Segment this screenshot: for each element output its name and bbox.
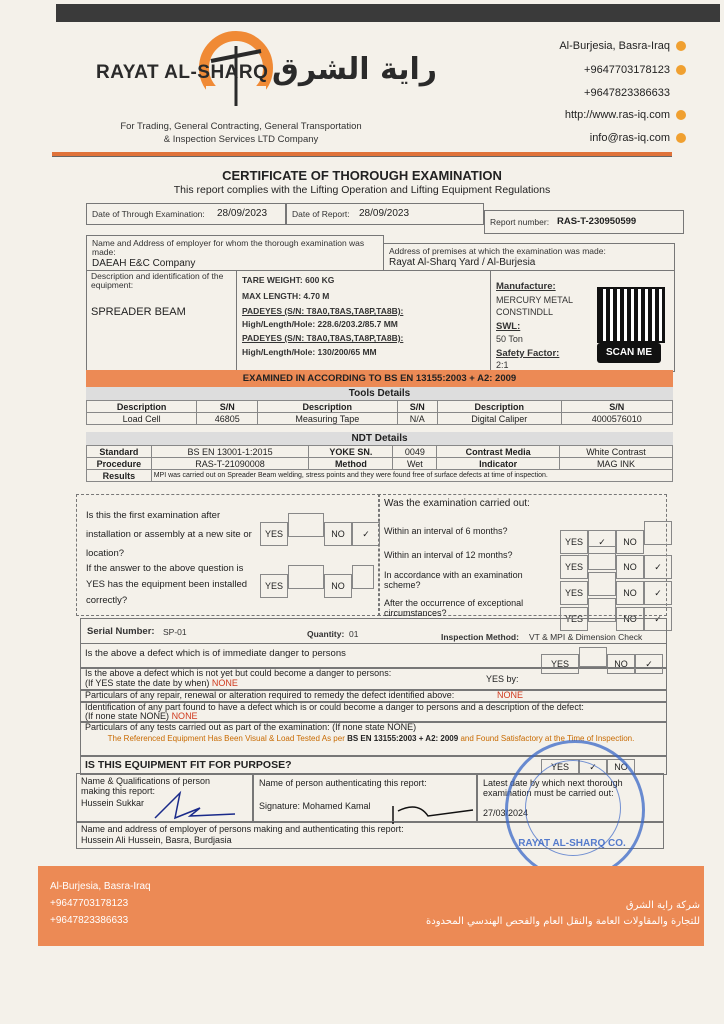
q1-yes-tick-box[interactable]	[288, 513, 324, 537]
q2-yes-tick-box[interactable]	[288, 565, 324, 589]
logo-title-ar: راية الشرق	[272, 52, 438, 87]
tests-text: Particulars of any tests carried out as part of the examination: (If none state NONE)	[85, 722, 417, 732]
ndt-row	[87, 446, 673, 458]
qr-code-icon[interactable]	[597, 287, 665, 343]
question-installed: If the answer to the above question is YES has the equipment been installed correctly?	[86, 563, 248, 606]
qualifications-value: Hussein Sukkar	[81, 798, 145, 808]
tools-cell: Measuring Tape	[258, 413, 397, 425]
c3-no-tick[interactable]: ✓	[644, 581, 672, 605]
fit-question: IS THIS EQUIPMENT FIT FOR PURPOSE?	[85, 759, 292, 771]
report-number-box	[484, 210, 684, 234]
fit-yes-tick[interactable]: ✓	[579, 759, 607, 775]
danger1-yes[interactable]: YES	[541, 654, 579, 674]
date-report-box	[286, 203, 484, 225]
q1-no-tick[interactable]: ✓	[352, 522, 380, 546]
tools-cell: 46805	[197, 413, 258, 425]
header-top-bar	[56, 4, 720, 22]
ident-note: (If none state NONE)	[85, 711, 170, 721]
carried-scheme: In accordance with an examination scheme?	[384, 570, 523, 590]
certificate-title: CERTIFICATE OF THOROUGH EXAMINATION	[222, 168, 502, 183]
header-phone1	[584, 64, 686, 76]
mail-icon	[676, 133, 686, 143]
footer-ar-line1: شركة راية الشرق	[625, 900, 700, 911]
ident-row	[80, 701, 667, 723]
danger1-no-tick[interactable]: ✓	[635, 654, 663, 674]
ndt-label: Indicator	[437, 458, 560, 470]
date-exam-label: Date of Through Examination:	[92, 209, 205, 219]
employer-label: Name and Address of employer for whom the thorough examination was made:	[92, 238, 365, 257]
header-website	[565, 109, 686, 121]
q1-yes-box[interactable]: YES	[260, 522, 288, 546]
carried-12-months: Within an interval of 12 months?	[384, 550, 513, 560]
footer-address: Al-Burjesia, Basra-Iraq	[50, 881, 151, 892]
c3-no[interactable]: NO	[616, 581, 644, 605]
tools-cell: N/A	[397, 413, 438, 425]
tools-header-row	[87, 401, 673, 413]
phone-icon	[676, 65, 686, 75]
qualifications-label: Name & Qualifications of person making this report:	[81, 776, 211, 796]
tools-cell: Load Cell	[87, 413, 197, 425]
tools-header: S/N	[561, 401, 672, 413]
header-email	[590, 132, 686, 144]
company-subtitle	[96, 120, 386, 146]
serial-value: SP-01	[163, 627, 187, 637]
manufacture-label: Manufacture:	[496, 281, 556, 292]
question-first-exam: Is this the first examination after installation or assembly at a new site or location?	[86, 510, 252, 559]
c1-no[interactable]: NO	[616, 530, 644, 554]
repair-text: Particulars of any repair, renewal or alteration required to remedy the defect identified above:	[85, 690, 455, 700]
ndt-value: 0049	[393, 446, 437, 458]
c4-no-tick[interactable]: ✓	[644, 607, 672, 631]
ndt-label: Procedure	[87, 458, 152, 470]
danger2-row	[80, 667, 667, 691]
tare-weight: TARE WEIGHT: 600 KG	[242, 275, 335, 285]
fit-yes[interactable]: YES	[541, 759, 579, 775]
signature-scribble-icon	[150, 788, 240, 824]
employer-value: DAEAH E&C Company	[92, 258, 196, 269]
ndt-label: YOKE SN.	[309, 446, 393, 458]
ndt-value: RAS-T-21090008	[151, 458, 309, 470]
c4-yes[interactable]: YES	[560, 607, 588, 631]
date-report-value: 28/09/2023	[359, 208, 410, 219]
premises-label: Address of premises at which the examination was made:	[389, 246, 606, 256]
email-text: info@ras-iq.com	[589, 132, 670, 144]
safety-factor-label: Safety Factor:	[496, 348, 560, 359]
signature-label: Signature: Mohamed Kamal	[259, 801, 371, 811]
scan-me-label: SCAN ME	[597, 343, 661, 363]
tools-table	[86, 400, 673, 425]
date-exam-value: 28/09/2023	[217, 208, 268, 219]
fit-no[interactable]: NO	[607, 759, 635, 775]
ndt-label: Method	[309, 458, 393, 470]
inspection-method-label: Inspection Method:	[441, 632, 519, 642]
certificate-subtitle: This report complies with the Lifting Operation and Lifting Equipment Regulations	[173, 184, 551, 196]
examined-band: EXAMINED IN ACCORDING TO BS EN 13155:2003 + A2: 2009	[86, 370, 673, 387]
serial-label: Serial Number:	[87, 626, 155, 637]
footer-phone1: +9647703178123	[50, 898, 129, 909]
footer-arabic	[426, 898, 700, 930]
ndt-label: Standard	[87, 446, 152, 458]
danger1-text: Is the above a defect which is of immediate danger to persons	[85, 648, 346, 659]
next-exam-label: Latest date by which next thorough examination must be carried out:	[483, 778, 623, 798]
location-icon	[676, 41, 686, 51]
swl-label: SWL:	[496, 321, 521, 332]
quantity-value: 01	[349, 629, 359, 639]
quantity-label: Quantity:	[307, 629, 345, 639]
q2-no-box[interactable]: NO	[324, 574, 352, 598]
tools-header: Description	[87, 401, 197, 413]
ident-none: NONE	[171, 711, 198, 721]
subtitle-line1: For Trading, General Contracting, General Transportation	[120, 121, 362, 132]
manufacture-col-divider	[490, 270, 491, 370]
ndt-band: NDT Details	[86, 432, 673, 445]
ndt-value: Wet	[393, 458, 437, 470]
carried-out-label: Was the examination carried out:	[384, 498, 530, 509]
ndt-table	[86, 445, 673, 482]
premises-box	[383, 243, 675, 271]
ndt-results: MPI was carried out on Spreader Beam welding, stress points and they were found free of surface defects at time of inspection.	[151, 470, 672, 482]
equipment-col-divider	[236, 270, 237, 370]
manufacture-line2: CONSTINDLL	[496, 307, 554, 317]
phone1-text: +9647703178123	[584, 64, 670, 76]
swl-value: 50 Ton	[496, 334, 523, 344]
hlh1: High/Length/Hole: 228.6/203.2/85.7 MM	[242, 319, 398, 329]
ndt-value: White Contrast	[559, 446, 672, 458]
tools-cell: 4000576010	[561, 413, 672, 425]
serial-row	[80, 618, 667, 644]
tests-result-part2: and Found Satisfactory at the Time of Inspection.	[460, 734, 635, 743]
equipment-desc-label: Description and identification of the equipment:	[91, 271, 224, 290]
tools-header: Description	[258, 401, 397, 413]
c2-yes[interactable]: YES	[560, 555, 588, 579]
logo-title-en: RAYAT AL-SHARQ	[96, 62, 269, 83]
ndt-row	[87, 458, 673, 470]
employer-persons-value: Hussein Ali Hussein, Basra, Burdjasia	[81, 835, 232, 845]
ndt-label: Results	[87, 470, 152, 482]
tools-cell: Digital Caliper	[438, 413, 562, 425]
ident-text: Identification of any part found to have a defect which is or could become a danger to persons and a description of the defect:	[85, 702, 584, 712]
report-number-value: RAS-T-230950599	[557, 216, 637, 227]
authenticating-label: Name of person authenticating this report:	[259, 778, 427, 788]
padeyes2: PADEYES (S/N: T8A0,T8AS,TA8P,TA8B):	[242, 333, 404, 343]
carried-6-months: Within an interval of 6 months?	[384, 526, 508, 536]
header-phone2	[584, 87, 670, 99]
yes-by-label: YES by:	[486, 674, 519, 684]
tools-row	[87, 413, 673, 425]
danger2-text: Is the above a defect which is not yet but could become a danger to persons:	[85, 668, 392, 678]
q1-no-box[interactable]: NO	[324, 522, 352, 546]
ndt-value: BS EN 13001-1:2015	[151, 446, 309, 458]
ndt-label: Contrast Media	[437, 446, 560, 458]
date-exam-box	[86, 203, 286, 225]
repair-none: NONE	[497, 690, 524, 700]
premises-value: Rayat Al-Sharq Yard / Al-Burjesia	[389, 257, 536, 268]
tests-result-std: BS EN 13155:2003 + A2: 2009	[347, 734, 459, 743]
tools-band: Tools Details	[86, 387, 673, 400]
employer-persons-label: Name and address of employer of persons making and authenticating this report:	[81, 824, 404, 834]
website-text: http://www.ras-iq.com	[564, 109, 670, 121]
subtitle-line2: & Inspection Services LTD Company	[163, 134, 319, 145]
date-report-label: Date of Report:	[292, 209, 350, 219]
address-text: Al-Burjesia, Basra-Iraq	[559, 40, 670, 52]
next-exam-date: 27/03/2024	[483, 808, 529, 818]
ndt-row	[87, 470, 673, 482]
c3-yes[interactable]: YES	[560, 581, 588, 605]
stamp-text: RAYAT AL-SHARQ CO.	[518, 838, 626, 849]
footer-ar-line2: للتجارة والمقاولات العامة والنقل العام والفحص الهندسي المحدودة	[426, 916, 700, 927]
footer-phone2: +9647823386633	[50, 915, 129, 926]
footer-contact	[50, 878, 151, 929]
inspection-method-value: VT & MPI & Dimension Check	[529, 632, 643, 642]
header-address	[559, 40, 686, 52]
c3-yes-tick[interactable]	[588, 572, 616, 596]
c1-yes-tick[interactable]: ✓	[588, 530, 616, 554]
c2-no-tick[interactable]: ✓	[644, 555, 672, 579]
danger1-row	[80, 643, 667, 669]
tools-header: Description	[438, 401, 562, 413]
danger1-yes-box[interactable]	[579, 647, 607, 667]
header-divider-line	[52, 156, 672, 157]
max-length: MAX LENGTH: 4.70 M	[242, 291, 330, 301]
q1-answers	[260, 513, 380, 546]
c2-yes-tick[interactable]	[588, 546, 616, 570]
safety-factor-value: 2:1	[496, 360, 509, 370]
manufacture-line1: MERCURY METAL	[496, 295, 574, 305]
tests-result-part1: The Referenced Equipment Has Been Visual & Load Tested As per	[107, 734, 345, 743]
report-number-label: Report number:	[490, 217, 550, 227]
carried-exceptional: After the occurrence of exceptional circumstances?	[384, 598, 524, 618]
q2-answers	[260, 565, 374, 598]
globe-icon	[676, 110, 686, 120]
tools-header: S/N	[397, 401, 438, 413]
c2-no[interactable]: NO	[616, 555, 644, 579]
danger2-none: NONE	[211, 678, 238, 688]
ndt-value: MAG INK	[559, 458, 672, 470]
hlh2: High/Length/Hole: 130/200/65 MM	[242, 347, 377, 357]
c4-no[interactable]: NO	[616, 607, 644, 631]
c1-no-tick[interactable]	[644, 521, 672, 545]
danger1-no[interactable]: NO	[607, 654, 635, 674]
c1-yes[interactable]: YES	[560, 530, 588, 554]
equipment-name: SPREADER BEAM	[91, 306, 186, 318]
padeyes1: PADEYES (S/N: T8A0,T8AS,TA8P,TA8B):	[242, 306, 404, 316]
employer-box	[86, 235, 384, 271]
danger2-note: (If YES state the date by when)	[85, 678, 210, 688]
q2-yes-box[interactable]: YES	[260, 574, 288, 598]
tools-header: S/N	[197, 401, 258, 413]
q2-no-tick-box[interactable]	[352, 565, 374, 589]
phone2-text: +9647823386633	[584, 87, 670, 99]
